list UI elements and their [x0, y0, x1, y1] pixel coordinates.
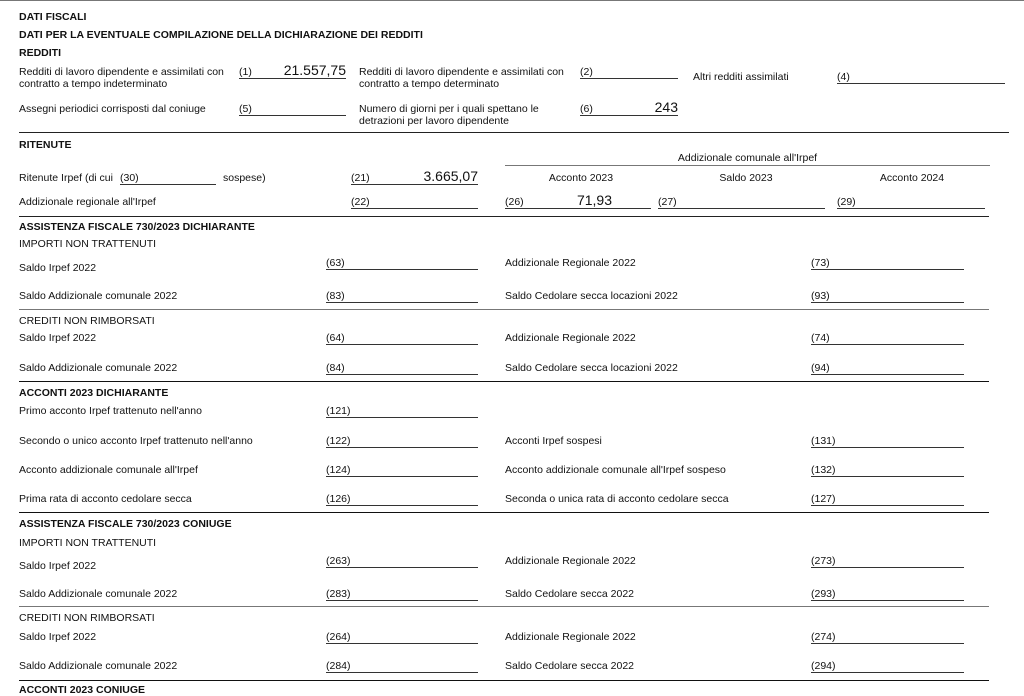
- field-line-93: [811, 302, 964, 303]
- section-title-assistenza-dichiarante: ASSISTENZA FISCALE 730/2023 DICHIARANTE: [19, 221, 255, 233]
- field-label-73: Addizionale Regionale 2022: [505, 257, 636, 269]
- field-label-r6-b: detrazioni per lavoro dipendente: [359, 115, 510, 127]
- field-label-264: Saldo Irpef 2022: [19, 631, 97, 643]
- field-code-2: (2): [580, 66, 593, 78]
- field-label-124: Acconto addizionale comunale all'Irpef: [19, 464, 198, 476]
- field-line-22: [351, 208, 478, 209]
- field-line-64: [326, 344, 478, 345]
- subsection-importi-dichiarante: IMPORTI NON TRATTENUTI: [19, 238, 157, 250]
- field-line-5: [239, 115, 346, 116]
- field-code-27: (27): [658, 196, 677, 208]
- field-label-83: Saldo Addizionale comunale 2022: [19, 290, 178, 302]
- field-label-irpef-b: sospese): [223, 172, 266, 184]
- field-line-132: [811, 476, 964, 477]
- subsection-importi-coniuge: IMPORTI NON TRATTENUTI: [19, 537, 157, 549]
- field-code-94: (94): [811, 362, 830, 374]
- field-line-283: [326, 600, 478, 601]
- col-acconto-2024: Acconto 2024: [879, 172, 945, 184]
- field-label-122: Secondo o unico acconto Irpef trattenuto nell'anno: [19, 435, 253, 447]
- section-title-ritenute: RITENUTE: [19, 139, 72, 151]
- divider-acconti-coniuge: [19, 680, 989, 681]
- field-line-74: [811, 344, 964, 345]
- field-code-74: (74): [811, 332, 830, 344]
- divider-crediti-coniuge: [19, 606, 989, 607]
- field-code-6: (6): [580, 103, 593, 115]
- field-code-284: (284): [326, 660, 351, 672]
- field-line-121: [326, 417, 478, 418]
- field-code-84: (84): [326, 362, 345, 374]
- col-acconto-2023: Acconto 2023: [548, 172, 614, 184]
- field-label-irpef-a: Ritenute Irpef (di cui: [19, 172, 113, 184]
- field-label-63: Saldo Irpef 2022: [19, 262, 97, 274]
- field-line-126: [326, 505, 478, 506]
- field-label-r1-a: Redditi di lavoro dipendente e assimilati con: [19, 66, 224, 78]
- field-line-284: [326, 672, 478, 673]
- divider-assistenza-dichiarante: [19, 216, 989, 217]
- addizionale-comunale-header-line: [505, 165, 990, 166]
- divider-acconti-dichiarante: [19, 381, 989, 382]
- field-line-26: [505, 208, 651, 209]
- field-code-263: (263): [326, 555, 351, 567]
- field-label-284: Saldo Addizionale comunale 2022: [19, 660, 178, 672]
- field-code-293: (293): [811, 588, 836, 600]
- field-code-126: (126): [326, 493, 351, 505]
- section-title-dati-fiscali: DATI FISCALI: [19, 11, 87, 23]
- field-label-r6-a: Numero di giorni per i quali spettano le: [359, 103, 539, 115]
- field-code-83: (83): [326, 290, 345, 302]
- field-label-274: Addizionale Regionale 2022: [505, 631, 636, 643]
- field-code-4: (4): [837, 71, 850, 83]
- field-label-132: Acconto addizionale comunale all'Irpef sospeso: [505, 464, 726, 476]
- top-rule: [0, 0, 1024, 1]
- field-code-73: (73): [811, 257, 830, 269]
- section-title-acconti-coniuge-cut: ACCONTI 2023 CONIUGE: [19, 684, 146, 696]
- field-code-121: (121): [326, 405, 351, 417]
- field-label-regionale: Addizionale regionale all'Irpef: [19, 196, 156, 208]
- field-line-263: [326, 567, 478, 568]
- field-line-94: [811, 374, 964, 375]
- field-label-r5: Assegni periodici corrisposti dal coniuge: [19, 103, 206, 115]
- field-label-131: Acconti Irpef sospesi: [505, 435, 602, 447]
- addizionale-comunale-header: Addizionale comunale all'Irpef: [677, 152, 818, 164]
- section-title-redditi: REDDITI: [19, 47, 61, 59]
- field-line-293: [811, 600, 964, 601]
- field-line-1: [239, 78, 346, 79]
- field-value-21: 3.665,07: [423, 168, 478, 184]
- subsection-crediti-dichiarante: CREDITI NON RIMBORSATI: [19, 315, 155, 327]
- field-code-127: (127): [811, 493, 836, 505]
- field-label-294: Saldo Cedolare secca 2022: [505, 660, 635, 672]
- field-label-126: Prima rata di acconto cedolare secca: [19, 493, 192, 505]
- field-line-73: [811, 269, 964, 270]
- field-code-283: (283): [326, 588, 351, 600]
- field-label-121: Primo acconto Irpef trattenuto nell'anno: [19, 405, 202, 417]
- field-line-122: [326, 447, 478, 448]
- field-code-22: (22): [351, 196, 370, 208]
- field-code-64: (64): [326, 332, 345, 344]
- divider-assistenza-coniuge: [19, 512, 989, 513]
- field-code-93: (93): [811, 290, 830, 302]
- section-title-acconti-dichiarante: ACCONTI 2023 DICHIARANTE: [19, 387, 169, 399]
- field-code-124: (124): [326, 464, 351, 476]
- field-code-1: (1): [239, 66, 252, 78]
- field-code-29: (29): [837, 196, 856, 208]
- section-title-dati-dichiarazione: DATI PER LA EVENTUALE COMPILAZIONE DELLA DICHIARAZIONE DEI REDDITI: [19, 29, 423, 41]
- field-line-273: [811, 567, 964, 568]
- field-line-84: [326, 374, 478, 375]
- field-line-6: [580, 115, 678, 116]
- field-line-124: [326, 476, 478, 477]
- field-code-131: (131): [811, 435, 836, 447]
- field-label-93: Saldo Cedolare secca locazioni 2022: [505, 290, 678, 302]
- field-value-26: 71,93: [576, 192, 612, 208]
- field-code-274: (274): [811, 631, 836, 643]
- field-value-1: 21.557,75: [283, 62, 346, 78]
- field-code-63: (63): [326, 257, 345, 269]
- field-code-294: (294): [811, 660, 836, 672]
- field-line-127: [811, 505, 964, 506]
- field-label-127: Seconda o unica rata di acconto cedolare secca: [505, 493, 729, 505]
- field-label-64: Saldo Irpef 2022: [19, 332, 97, 344]
- field-code-30: (30): [120, 172, 139, 184]
- field-line-274: [811, 643, 964, 644]
- divider-ritenute: [19, 132, 1009, 133]
- field-line-30: [120, 184, 216, 185]
- field-label-74: Addizionale Regionale 2022: [505, 332, 636, 344]
- field-label-263: Saldo Irpef 2022: [19, 560, 97, 572]
- field-line-83: [326, 302, 478, 303]
- field-code-122: (122): [326, 435, 351, 447]
- field-line-2: [580, 78, 678, 79]
- field-line-131: [811, 447, 964, 448]
- subsection-crediti-coniuge: CREDITI NON RIMBORSATI: [19, 612, 155, 624]
- field-code-21: (21): [351, 172, 370, 184]
- field-label-283: Saldo Addizionale comunale 2022: [19, 588, 178, 600]
- field-label-r2-b: contratto a tempo determinato: [359, 78, 500, 90]
- field-value-6: 243: [654, 99, 678, 115]
- field-line-21: [351, 184, 478, 185]
- field-label-r1-b: contratto a tempo indeterminato: [19, 78, 168, 90]
- field-code-26: (26): [505, 196, 524, 208]
- field-code-273: (273): [811, 555, 836, 567]
- field-label-84: Saldo Addizionale comunale 2022: [19, 362, 178, 374]
- field-label-273: Addizionale Regionale 2022: [505, 555, 636, 567]
- field-line-264: [326, 643, 478, 644]
- field-code-132: (132): [811, 464, 836, 476]
- field-label-r4: Altri redditi assimilati: [693, 71, 789, 83]
- field-line-294: [811, 672, 964, 673]
- field-label-94: Saldo Cedolare secca locazioni 2022: [505, 362, 678, 374]
- field-code-264: (264): [326, 631, 351, 643]
- field-line-4: [837, 83, 1005, 84]
- field-line-27: [658, 208, 825, 209]
- field-line-63: [326, 269, 478, 270]
- field-line-29: [837, 208, 985, 209]
- field-label-r2-a: Redditi di lavoro dipendente e assimilati con: [359, 66, 564, 78]
- section-title-assistenza-coniuge: ASSISTENZA FISCALE 730/2023 CONIUGE: [19, 518, 232, 530]
- col-saldo-2023: Saldo 2023: [719, 172, 773, 184]
- field-code-5: (5): [239, 103, 252, 115]
- divider-crediti-dichiarante: [19, 309, 989, 310]
- field-label-293: Saldo Cedolare secca 2022: [505, 588, 635, 600]
